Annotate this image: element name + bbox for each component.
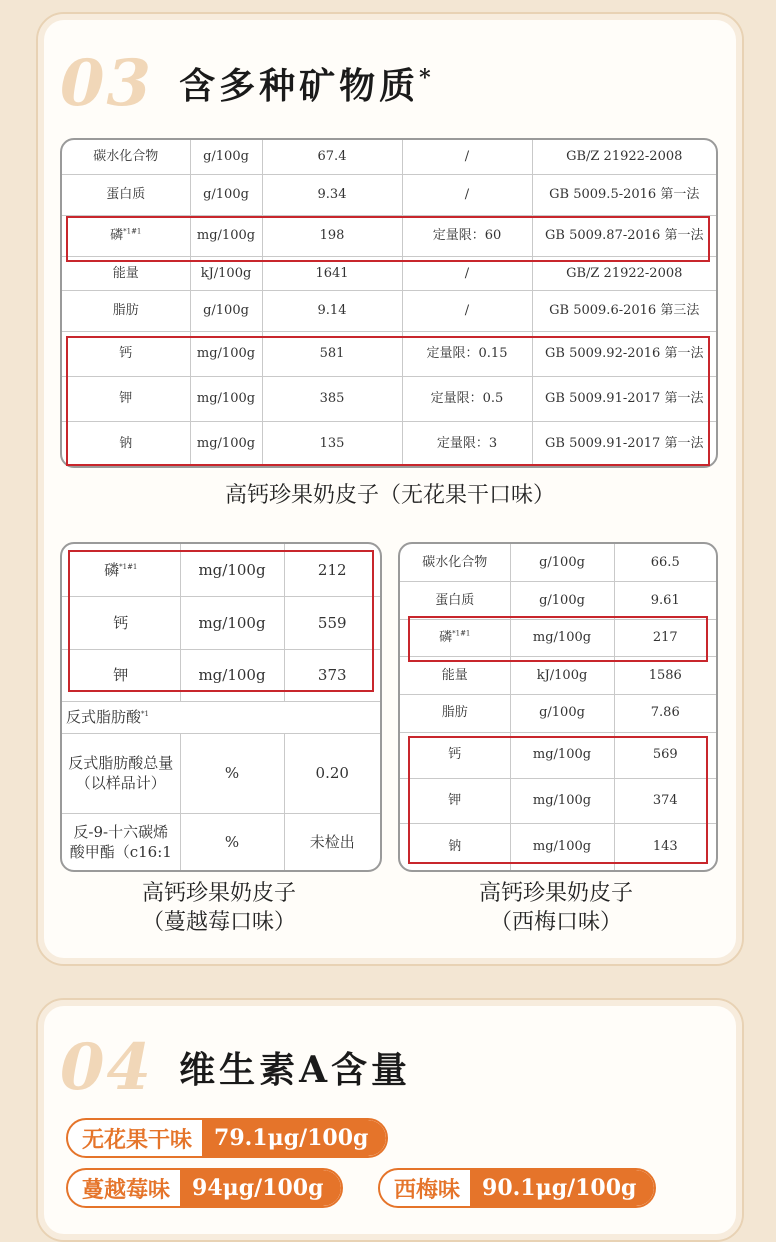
value [614, 732, 716, 778]
unit-text: g/100g [203, 187, 249, 203]
value [262, 140, 402, 175]
nutrient-name-text: 脂肪 [441, 705, 468, 721]
quant-limit [402, 175, 532, 216]
vitamin-pill-prune [378, 1168, 656, 1208]
value [614, 778, 716, 824]
quant-limit [402, 256, 532, 291]
value [614, 619, 716, 657]
unit [180, 597, 284, 650]
nutrient-name-text: 反式脂肪酸总量（以样品计） [68, 753, 174, 793]
quant-limit-text: / [464, 149, 470, 165]
fig-table [62, 140, 716, 466]
table-row [400, 657, 716, 695]
footnote-mark: *1#1 [452, 629, 471, 638]
value [614, 694, 716, 732]
unit [510, 544, 614, 582]
unit [510, 582, 614, 620]
unit-text: g/100g [539, 705, 585, 721]
unit [180, 733, 284, 813]
test-method [532, 332, 716, 377]
table-row [62, 649, 380, 702]
quant-limit [402, 376, 532, 421]
section-number: 03 [60, 46, 154, 121]
value [262, 332, 402, 377]
value [262, 215, 402, 256]
unit [190, 256, 262, 291]
unit-text: mg/100g [196, 346, 256, 362]
unit-text: kJ/100g [200, 265, 252, 281]
nutrient-name [62, 544, 180, 597]
caption-fig: 高钙珍果奶皮子（无花果干口味） [224, 483, 555, 508]
table-row [62, 733, 380, 813]
nutrition-table-prune [398, 542, 718, 872]
value [284, 649, 380, 702]
nutrient-name [62, 597, 180, 650]
table-row [62, 597, 380, 650]
nutrient-name-text: 钙 [113, 613, 129, 632]
unit [510, 657, 614, 695]
nutrient-name [62, 649, 180, 702]
value-text: 212 [317, 560, 347, 579]
nutrient-name [62, 813, 180, 870]
quant-limit-text: / [464, 187, 470, 203]
nutrient-name-text: 蛋白质 [106, 187, 146, 203]
caption-prune-line2: （西梅口味） [489, 909, 622, 935]
quant-limit-text: 定量限：3 [436, 436, 498, 452]
unit [510, 694, 614, 732]
nutrient-name-text: 能量 [441, 667, 468, 683]
unit-text: mg/100g [532, 839, 592, 855]
unit [190, 175, 262, 216]
caption-cranberry [60, 880, 378, 937]
nutrient-name [62, 215, 190, 256]
value-text: 143 [652, 839, 678, 855]
value [262, 376, 402, 421]
unit-text: kJ/100g [536, 667, 588, 683]
caption-cranberry-line2: （蔓越莓口味） [141, 909, 296, 935]
nutrient-name [400, 619, 510, 657]
test-method [532, 256, 716, 291]
test-method [532, 291, 716, 332]
nutrient-name [400, 582, 510, 620]
table-row [62, 702, 380, 734]
table-row [400, 694, 716, 732]
section4-number: 04 [60, 1030, 154, 1105]
nutrient-name-text: 钾 [113, 666, 129, 685]
footnote-mark: *1 [141, 710, 149, 719]
nutrient-name [62, 421, 190, 466]
nutrition-table-cranberry [60, 542, 382, 872]
footnote-mark: *1#1 [119, 562, 138, 571]
nutrient-name [400, 824, 510, 870]
quant-limit-text: 定量限：0.5 [430, 390, 504, 406]
nutrient-name [400, 778, 510, 824]
table-row [62, 140, 716, 175]
nutrient-name [400, 732, 510, 778]
unit-text: g/100g [539, 592, 585, 608]
nutrient-name [62, 291, 190, 332]
unit-text: mg/100g [196, 390, 256, 406]
quant-limit [402, 291, 532, 332]
unit [190, 421, 262, 466]
unit [190, 291, 262, 332]
section-title-text: 含多种矿物质 [179, 65, 420, 107]
value-text: 9.14 [317, 303, 347, 319]
unit [190, 140, 262, 175]
table-row [62, 421, 716, 466]
table-row [400, 778, 716, 824]
nutrient-name [62, 175, 190, 216]
table-row [62, 256, 716, 291]
unit-text: % [224, 832, 240, 851]
quant-limit [402, 215, 532, 256]
test-method [532, 376, 716, 421]
unit [180, 544, 284, 597]
nutrient-name-text: 磷 [104, 560, 120, 579]
table-row [400, 824, 716, 870]
test-method-text: GB/Z 21922-2008 [566, 149, 683, 165]
title-asterisk: * [419, 65, 435, 91]
test-method-text: GB/Z 21922-2008 [566, 265, 683, 281]
table-row [400, 619, 716, 657]
quant-limit-text: 定量限：0.15 [426, 346, 508, 362]
nutrient-name-text: 钠 [119, 436, 133, 452]
nutrient-name-text: 蛋白质 [435, 592, 475, 608]
nutrient-name [62, 332, 190, 377]
value-text: 1641 [315, 265, 349, 281]
unit [510, 732, 614, 778]
nutrient-name-text: 碳水化合物 [422, 554, 488, 570]
value-text: 385 [319, 390, 345, 406]
table-row [62, 813, 380, 870]
quant-limit [402, 421, 532, 466]
pill-value: 94μg/100g [180, 1170, 341, 1206]
quant-limit-text: 定量限：60 [432, 227, 502, 243]
vitamin-a-section-card [36, 998, 744, 1242]
unit-text: mg/100g [196, 436, 256, 452]
value-text: 7.86 [650, 705, 680, 721]
nutrient-name-text: 能量 [112, 265, 139, 281]
value-text: 67.4 [317, 149, 347, 165]
nutrient-name-text: 钙 [448, 747, 462, 763]
prune-table [400, 544, 716, 870]
nutrient-name-text: 钙 [119, 346, 133, 362]
pill-label: 西梅味 [394, 1176, 461, 1203]
nutrient-name [62, 140, 190, 175]
unit-text: g/100g [539, 554, 585, 570]
caption-prune [398, 880, 714, 937]
nutrient-name-text: 钠 [448, 839, 462, 855]
nutrient-name [62, 376, 190, 421]
table-row [400, 732, 716, 778]
value [614, 544, 716, 582]
unit-text: mg/100g [196, 227, 256, 243]
test-method-text: GB 5009.92-2016 第一法 [545, 346, 704, 362]
nutrition-table-fig [60, 138, 718, 468]
table-row [62, 175, 716, 216]
table-row [400, 544, 716, 582]
value-text: 569 [652, 747, 678, 763]
table-row [400, 582, 716, 620]
table-row [62, 215, 716, 256]
value [284, 544, 380, 597]
footnote-mark: *1#1 [123, 227, 142, 236]
test-method-text: GB 5009.87-2016 第一法 [545, 227, 704, 243]
unit-text: mg/100g [198, 560, 266, 579]
value-text: 未检出 [309, 832, 355, 851]
unit-text: mg/100g [532, 793, 592, 809]
unit [190, 376, 262, 421]
value [262, 175, 402, 216]
trans-fat-header-text: 反式脂肪酸 [66, 708, 142, 727]
test-method [532, 421, 716, 466]
table-row [62, 332, 716, 377]
value-text: 0.20 [315, 764, 349, 783]
value [614, 657, 716, 695]
test-method [532, 140, 716, 175]
unit [510, 619, 614, 657]
mineral-section-card [36, 12, 744, 966]
nutrient-name-text: 反-9-十六碳烯酸甲酯（c16:1 [69, 822, 172, 861]
pill-value: 90.1μg/100g [470, 1170, 654, 1206]
nutrient-name [400, 694, 510, 732]
nutrient-name [62, 733, 180, 813]
value [284, 813, 380, 870]
table-row [62, 291, 716, 332]
pill-label: 蔓越莓味 [82, 1176, 171, 1203]
unit-text: mg/100g [198, 613, 266, 632]
nutrient-name-text: 磷 [110, 227, 124, 243]
value-text: 217 [652, 630, 678, 646]
quant-limit [402, 332, 532, 377]
nutrient-name [400, 657, 510, 695]
quant-limit [402, 140, 532, 175]
value [614, 824, 716, 870]
section4-title: 维生素A含量 [179, 1049, 411, 1091]
unit-text: mg/100g [532, 747, 592, 763]
unit-text: g/100g [203, 303, 249, 319]
nutrient-name-text: 钾 [119, 390, 133, 406]
value [262, 421, 402, 466]
value-text: 198 [319, 227, 345, 243]
unit [190, 215, 262, 256]
nutrient-name [400, 544, 510, 582]
value-text: 135 [319, 436, 345, 452]
test-method [532, 215, 716, 256]
value-text: 373 [317, 666, 347, 685]
test-method-text: GB 5009.91-2017 第一法 [545, 390, 704, 406]
unit [190, 332, 262, 377]
pill-value: 79.1μg/100g [202, 1120, 386, 1156]
value [284, 733, 380, 813]
unit [510, 778, 614, 824]
vitamin-pill-fig [66, 1118, 388, 1158]
value-text: 581 [319, 346, 345, 362]
value [262, 256, 402, 291]
nutrient-name [62, 256, 190, 291]
value [284, 597, 380, 650]
table-row [62, 376, 716, 421]
unit [510, 824, 614, 870]
value [262, 291, 402, 332]
unit-text: mg/100g [198, 666, 266, 685]
test-method [532, 175, 716, 216]
pill-label: 无花果干味 [82, 1126, 193, 1153]
cranberry-table [62, 544, 380, 870]
section-title [179, 58, 435, 109]
section4-header [60, 1030, 411, 1105]
nutrient-name-text: 磷 [439, 630, 453, 646]
quant-limit-text: / [464, 303, 470, 319]
caption-cranberry-line1: 高钙珍果奶皮子 [141, 881, 296, 906]
test-method-text: GB 5009.6-2016 第三法 [549, 303, 700, 319]
unit-text: mg/100g [532, 630, 592, 646]
nutrient-name-text: 碳水化合物 [93, 149, 159, 165]
value-text: 559 [317, 613, 347, 632]
nutrient-name-text: 脂肪 [112, 303, 139, 319]
unit-text: % [224, 764, 240, 783]
quant-limit-text: / [464, 265, 470, 281]
value-text: 1586 [648, 667, 682, 683]
section-header [60, 46, 435, 121]
unit-text: g/100g [203, 149, 249, 165]
table-row [62, 544, 380, 597]
value-text: 9.34 [317, 187, 347, 203]
unit [180, 649, 284, 702]
nutrient-name-text: 钾 [448, 793, 462, 809]
value-text: 374 [652, 793, 678, 809]
vitamin-pill-cranberry [66, 1168, 343, 1208]
trans-fat-header [62, 702, 380, 734]
value-text: 66.5 [650, 554, 680, 570]
unit [180, 813, 284, 870]
value [614, 582, 716, 620]
value-text: 9.61 [650, 592, 680, 608]
caption-prune-line1: 高钙珍果奶皮子 [478, 881, 633, 906]
test-method-text: GB 5009.91-2017 第一法 [545, 436, 704, 452]
test-method-text: GB 5009.5-2016 第一法 [549, 187, 700, 203]
